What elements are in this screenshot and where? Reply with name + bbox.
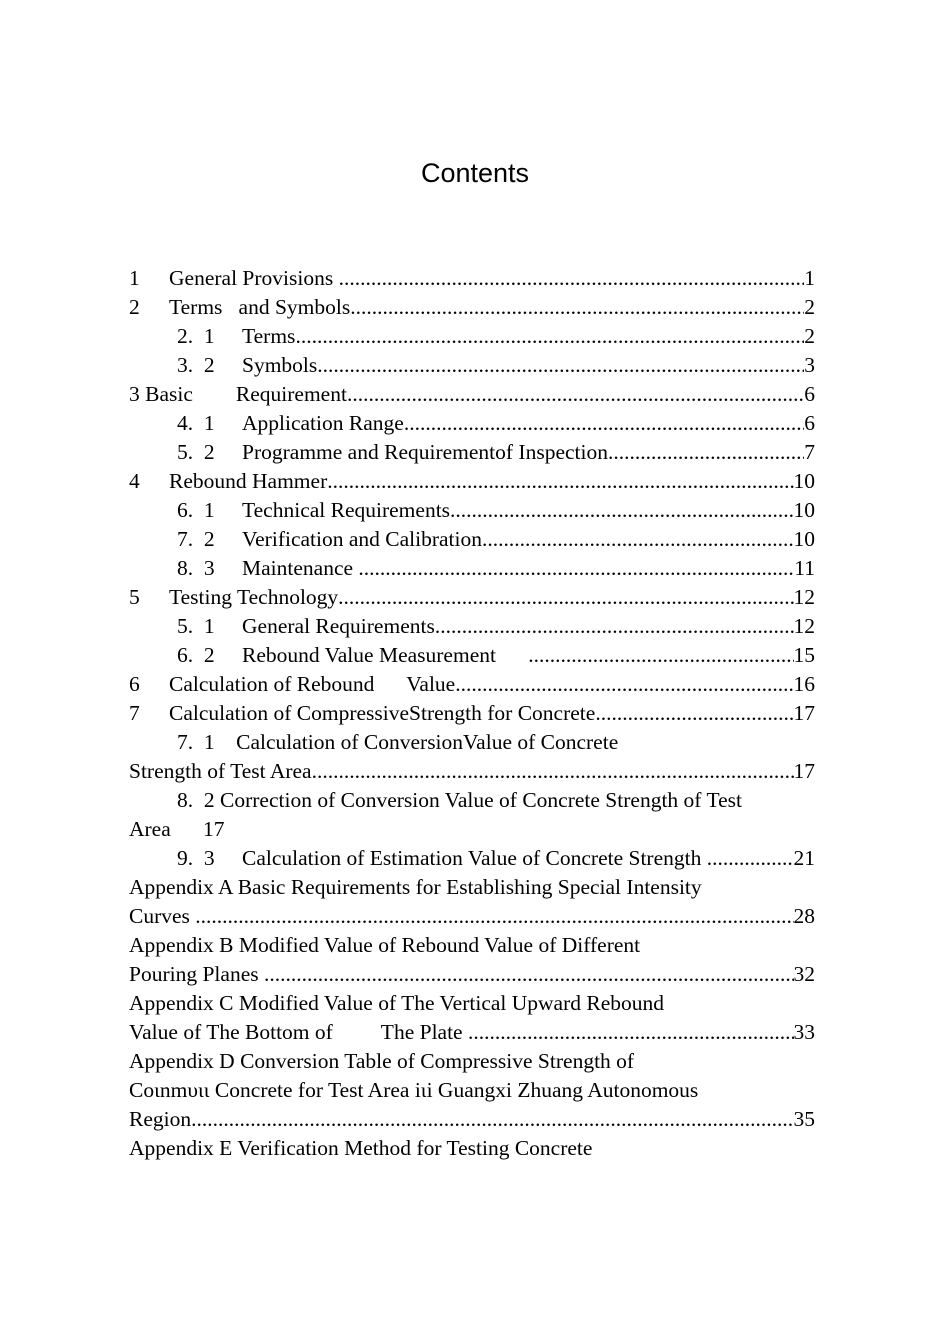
toc-leader xyxy=(347,380,804,409)
toc-entry-line[interactable]: 8. 2 Correction of Conversion Value of Concrete Strength of Test xyxy=(177,788,742,812)
toc-leader xyxy=(404,409,804,438)
toc-page-number: 2 xyxy=(804,324,815,348)
toc-number: 4. 1 xyxy=(177,411,215,435)
toc-number: 2. 1 xyxy=(177,324,215,348)
toc-number: 6. 1 xyxy=(177,498,215,522)
toc-title: Pouring Planes xyxy=(129,962,264,986)
toc-title: Value of The Bottom of The Plate xyxy=(129,1020,468,1044)
toc-entry[interactable] xyxy=(129,409,815,438)
toc-leader xyxy=(312,757,794,786)
toc-entry[interactable] xyxy=(129,960,815,989)
toc-title: Maintenance xyxy=(242,556,359,580)
toc-leader xyxy=(468,1018,794,1047)
toc-number: 1 xyxy=(129,266,140,290)
toc-title: 3 Basic Requirement xyxy=(129,382,347,406)
toc-number: 2 xyxy=(129,295,140,319)
toc-page-number: 21 xyxy=(793,846,815,870)
toc-title: Calculation of Rebound Value xyxy=(169,672,456,696)
toc-title: Strength of Test Area xyxy=(129,759,312,783)
toc-leader xyxy=(455,670,793,699)
toc-title: Application Range xyxy=(242,411,404,435)
toc-page-number: 12 xyxy=(793,614,815,638)
toc-entry[interactable] xyxy=(129,844,815,873)
toc-entry-line[interactable]: Coιnmυιι Concrete for Test Area iιi Guangxi Zhuang Autonomous xyxy=(129,1078,699,1102)
toc-page-number: 10 xyxy=(793,498,815,522)
toc-leader xyxy=(338,583,793,612)
toc-entry-line[interactable]: Area 17 xyxy=(129,817,225,841)
toc-entry-line[interactable]: Appendix E Verification Method for Testing Concrete xyxy=(129,1136,593,1160)
toc-leader xyxy=(435,612,794,641)
toc-entry[interactable] xyxy=(129,699,815,728)
toc-entry[interactable] xyxy=(129,1018,815,1047)
page-title: Contents xyxy=(420,158,530,188)
toc-entry[interactable] xyxy=(129,554,815,583)
table-of-contents xyxy=(129,264,815,1163)
toc-entry[interactable] xyxy=(129,496,815,525)
toc-leader xyxy=(317,351,804,380)
toc-title: Calculation of CompressiveStrength for Concrete xyxy=(169,701,596,725)
toc-entry[interactable] xyxy=(129,293,815,322)
toc-title: Curves xyxy=(129,904,196,928)
toc-page-number: 11 xyxy=(794,556,815,580)
toc-entry-line[interactable]: Appendix B Modified Value of Rebound Value of Different xyxy=(129,933,641,957)
toc-page-number: 17 xyxy=(793,701,815,725)
toc-title: Symbols xyxy=(242,353,318,377)
toc-leader xyxy=(595,699,793,728)
toc-leader xyxy=(707,844,794,873)
toc-title: Terms and Symbols xyxy=(169,295,351,319)
toc-leader xyxy=(339,264,805,293)
toc-entry[interactable] xyxy=(129,467,815,496)
toc-page-number: 3 xyxy=(804,353,815,377)
toc-number: 3. 2 xyxy=(177,353,215,377)
toc-page-number: 6 xyxy=(804,411,815,435)
toc-page-number: 33 xyxy=(793,1020,815,1044)
toc-page-number: 2 xyxy=(804,295,815,319)
toc-entry-line[interactable]: Appendix C Modified Value of The Vertical Upward Rebound xyxy=(129,991,665,1015)
toc-leader xyxy=(295,322,804,351)
toc-entry[interactable] xyxy=(129,1105,815,1134)
toc-leader xyxy=(327,467,793,496)
toc-number: 5. 1 xyxy=(177,614,215,638)
toc-title: General Requirements xyxy=(242,614,435,638)
toc-entry[interactable] xyxy=(129,438,815,467)
toc-leader xyxy=(195,902,793,931)
toc-entry-line[interactable]: 7. 1 Calculation of ConversionValue of Concrete xyxy=(177,730,619,754)
toc-entry-line[interactable]: Appendix D Conversion Table of Compressive Strength of xyxy=(129,1049,635,1073)
toc-page-number: 16 xyxy=(793,672,815,696)
toc-page-number: 10 xyxy=(793,469,815,493)
toc-number: 8. 3 xyxy=(177,556,215,580)
toc-entry[interactable] xyxy=(129,380,815,409)
toc-leader xyxy=(264,960,794,989)
toc-entry[interactable] xyxy=(129,264,815,293)
toc-page-number: 6 xyxy=(804,382,815,406)
toc-entry[interactable] xyxy=(129,525,815,554)
toc-page-number: 12 xyxy=(793,585,815,609)
toc-title: Calculation of Estimation Value of Concrete Strength xyxy=(242,846,707,870)
toc-number: 7. 2 xyxy=(177,527,215,551)
toc-title: Region xyxy=(129,1107,192,1131)
toc-page-number: 17 xyxy=(793,759,815,783)
toc-page-number: 28 xyxy=(793,904,815,928)
toc-page-number: 7 xyxy=(804,440,815,464)
toc-title: Testing Technology xyxy=(169,585,339,609)
toc-entry[interactable] xyxy=(129,583,815,612)
toc-number: 9. 3 xyxy=(177,846,215,870)
toc-title: Terms xyxy=(242,324,296,348)
toc-title: Rebound Hammer xyxy=(169,469,328,493)
toc-entry[interactable] xyxy=(129,757,815,786)
toc-title: General Provisions xyxy=(169,266,339,290)
toc-number: 6. 2 xyxy=(177,643,215,667)
toc-entry[interactable] xyxy=(129,612,815,641)
toc-page-number: 35 xyxy=(793,1107,815,1131)
toc-page-number: 32 xyxy=(793,962,815,986)
toc-title: Technical Requirements xyxy=(242,498,451,522)
toc-leader xyxy=(608,438,804,467)
toc-number: 5 xyxy=(129,585,140,609)
toc-number: 5. 2 xyxy=(177,440,215,464)
toc-entry[interactable] xyxy=(129,322,815,351)
toc-page-number: 1 xyxy=(804,266,815,290)
toc-leader xyxy=(450,496,793,525)
toc-number: 4 xyxy=(129,469,140,493)
toc-number: 6 xyxy=(129,672,140,696)
toc-number: 7 xyxy=(129,701,140,725)
toc-leader xyxy=(191,1105,793,1134)
toc-entry[interactable] xyxy=(129,641,815,670)
toc-entry[interactable] xyxy=(129,351,815,380)
toc-title: Programme and Requirementof Inspection xyxy=(242,440,608,464)
toc-page-number: 10 xyxy=(793,527,815,551)
toc-title: Verification and Calibration xyxy=(242,527,483,551)
toc-leader xyxy=(528,641,793,670)
toc-title: Rebound Value Measurement xyxy=(242,643,529,667)
toc-entry[interactable] xyxy=(129,902,815,931)
toc-leader xyxy=(350,293,804,322)
toc-leader xyxy=(358,554,794,583)
toc-leader xyxy=(482,525,793,554)
toc-page-number: 15 xyxy=(793,643,815,667)
toc-entry-line[interactable]: Appendix A Basic Requirements for Establishing Special Intensity xyxy=(129,875,702,899)
toc-entry[interactable] xyxy=(129,670,815,699)
